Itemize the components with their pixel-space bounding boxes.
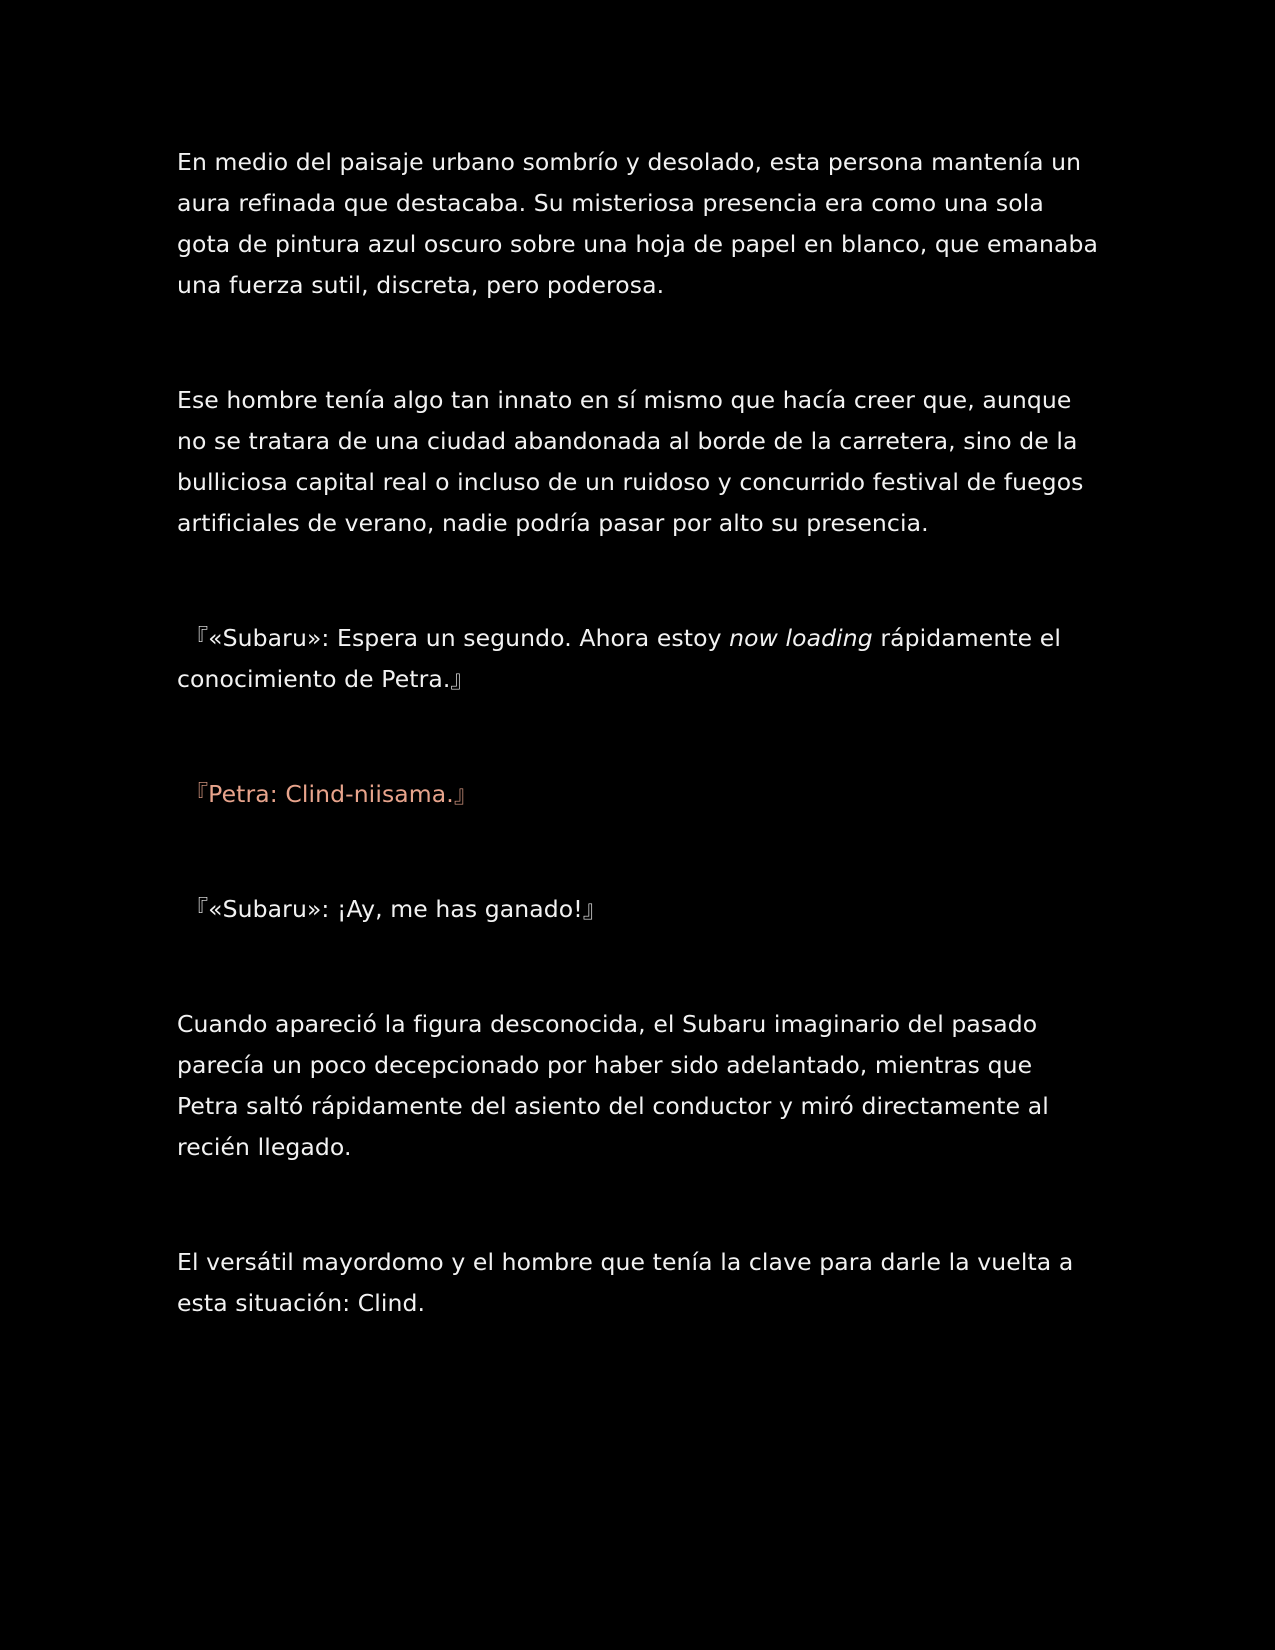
dialogue-emphasis: now loading xyxy=(729,624,873,652)
dialogue-text: rápidamente el conocimiento de Petra.』 xyxy=(177,624,1069,693)
dialogue-petra: 『Petra: Clind-niisama.』 xyxy=(177,780,478,808)
narration-paragraph-4: El versátil mayordomo y el hombre que tenía la clave para darle la vuelta a esta situación: Clind. xyxy=(177,1248,1074,1317)
narration-paragraph-3: Cuando apareció la figura desconocida, el Subaru imaginario del pasado parecía un poco decepcionado por haber sido adelantado, mientras que Petra saltó rápidamente del asiento del conductor y miró directamente al recién llegado. xyxy=(177,1010,1049,1161)
document-page xyxy=(177,142,1099,1324)
dialogue-subaru-loading xyxy=(177,618,1099,700)
narration-paragraph-1: En medio del paisaje urbano sombrío y desolado, esta persona mantenía un aura refinada que destacaba. Su misteriosa presencia era como una sola gota de pintura azul oscuro sobre una hoja de papel en blanco, que emanaba una fuerza sutil, discreta, pero poderosa. xyxy=(177,148,1099,299)
narration-paragraph-2: Ese hombre tenía algo tan innato en sí mismo que hacía creer que, aunque no se tratara de una ciudad abandonada al borde de la carretera, sino de la bulliciosa capital real o incluso de un ruidoso y concurrido festival de fuegos artificiales de verano, nadie podría pasar por alto su presencia. xyxy=(177,386,1084,537)
dialogue-text: 『«Subaru»: Espera un segundo. Ahora estoy xyxy=(177,624,730,652)
dialogue-subaru-beaten: 『«Subaru»: ¡Ay, me has ganado!』 xyxy=(177,895,607,923)
